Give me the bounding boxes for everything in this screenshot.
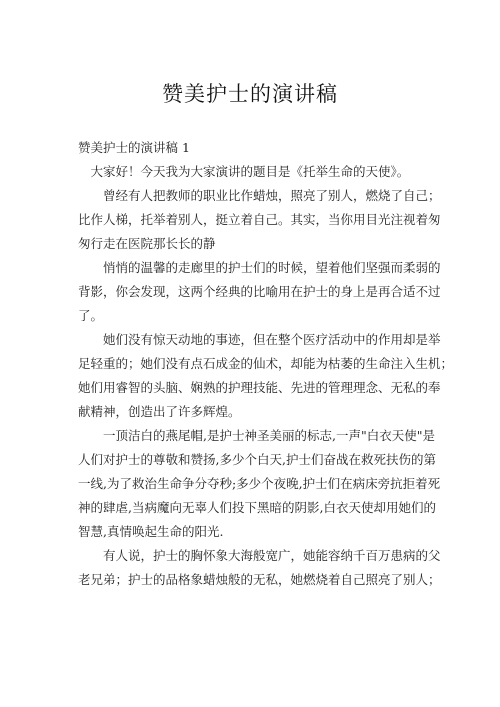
paragraph bbox=[78, 544, 441, 592]
text-line: 神的肆虐,当病魔向无辜人们投下黑暗的阴影,白衣天使却用她们的 bbox=[78, 500, 436, 515]
page-title: 赞美护士的演讲稿 bbox=[162, 82, 338, 106]
paragraph bbox=[78, 160, 428, 184]
text-line: 悄悄的温馨的走廊里的护士们的时候，望着他们坚强而柔弱的 bbox=[103, 260, 441, 275]
text-line: 一线,为了救治生命争分夺秒;多少个夜晚,护士们在病床旁抗拒着死 bbox=[78, 476, 441, 491]
paragraph bbox=[78, 184, 441, 256]
text-line: 足轻重的；她们没有点石成金的仙术，却能为枯萎的生命注入生机； bbox=[78, 356, 454, 371]
text-line: 比作人梯，托举着别人，挺立着自己。其实，当你用目光注视着匆 bbox=[78, 212, 441, 227]
document-body bbox=[78, 160, 454, 592]
text-line: 曾经有人把教师的职业比作蜡烛，照亮了别人，燃烧了自己； bbox=[103, 188, 441, 203]
paragraph bbox=[78, 328, 454, 424]
text-line: 老兄弟；护士的品格象蜡烛般的无私，她燃烧着自己照亮了别人； bbox=[78, 572, 441, 587]
text-line: 献精神，创造出了许多辉煌。 bbox=[78, 404, 241, 419]
paragraph bbox=[78, 424, 441, 544]
text-line: 她们用睿智的头脑、娴熟的护理技能、先进的管理理念、无私的奉 bbox=[78, 380, 441, 395]
text-line: 匆行走在医院那长长的静 bbox=[78, 236, 216, 251]
text-line: 背影，你会发现，这两个经典的比喻用在护士的身上是再合适不过 bbox=[78, 284, 441, 299]
text-line: 一顶洁白的燕尾帽,是护士神圣美丽的标志,一声"白衣天使"是 bbox=[103, 428, 435, 443]
text-line: 了。 bbox=[78, 308, 104, 323]
section-heading: 赞美护士的演讲稿 1 bbox=[78, 140, 190, 155]
text-line: 她们没有惊天动地的事迹，但在整个医疗活动中的作用却是举 bbox=[103, 332, 441, 347]
text-line: 大家好！今天我为大家演讲的题目是《托举生命的天使》。 bbox=[90, 164, 410, 179]
paragraph bbox=[78, 256, 441, 328]
text-line: 人们对护士的尊敬和赞扬,多少个白天,护士们奋战在救死扶伤的第 bbox=[78, 452, 436, 467]
text-line: 智慧,真情唤起生命的阳光. bbox=[78, 524, 224, 539]
text-line: 有人说，护士的胸怀象大海般宽广，她能容纳千百万患病的父 bbox=[103, 548, 441, 563]
